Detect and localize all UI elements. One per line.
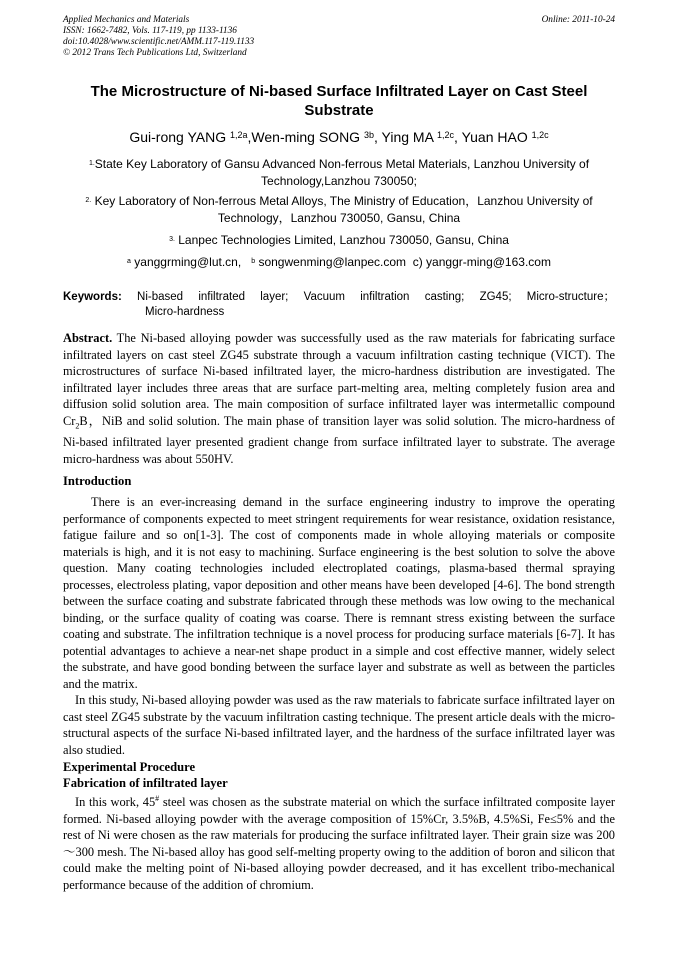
author-name: Ying MA (381, 129, 434, 145)
keyword: layer; (260, 291, 289, 303)
keyword: infiltration (360, 291, 410, 303)
journal-name: Applied Mechanics and Materials (63, 15, 190, 25)
abstract-label: Abstract. (63, 331, 113, 345)
email-a: yanggrming@lut.cn, (134, 255, 242, 269)
keyword: Vacuum (303, 291, 345, 303)
author-name: Wen-ming SONG (251, 129, 361, 145)
introduction-heading: Introduction (63, 474, 132, 488)
author-affiliation-mark: 3b (363, 130, 374, 140)
superscript: # (155, 794, 160, 803)
keyword: ZG45; (479, 291, 512, 303)
issn-line: ISSN: 1662-7482, Vols. 117-119, pp 1133-1136 (63, 26, 237, 36)
experimental-heading: Experimental Procedure (63, 760, 196, 774)
paragraph-text: steel was chosen as the substrate material on which the surface infiltrated composite layer formed. Ni-based alloying powder with the average composition of 15%Cr, 3.5%B, 4.5%Si, Fe≤5% and the rest of Ni were chosen as the raw materials for producing the surface infiltrated layer. Their grain size was 200～300 mesh. The Ni-based alloy has good self-melting property owing to the addition of boron and silicon that could make the melting point of Ni-based alloying powder decreased, and it has excellent tribo-mechanical performance because of the addition of chromium. (63, 795, 615, 892)
email-mark: a (127, 258, 131, 265)
copyright-line: © 2012 Trans Tech Publications Ltd, Switzerland (63, 48, 247, 58)
author-affiliation-mark: 1,2c (531, 130, 549, 140)
abstract (63, 330, 615, 467)
author-list (63, 128, 615, 146)
email-c: c) yanggr-ming@163.com (412, 255, 551, 269)
experimental-body (63, 791, 615, 893)
affiliation-1 (63, 156, 615, 190)
journal-header (63, 15, 615, 59)
author-separator: , (247, 129, 252, 145)
keyword: infiltrated (198, 291, 245, 303)
online-date: Online: 2011-10-24 (541, 15, 615, 25)
keyword: Micro-hardness (145, 306, 225, 318)
keyword: casting; (424, 291, 465, 303)
affiliation-text: Key Laboratory of Non-ferrous Metal Alloys, The Ministry of Education，Lanzhou University of Technology，Lanzhou 730050, Gansu, China (94, 194, 593, 225)
email-b: songwenming@lanpec.com (258, 255, 407, 269)
paragraph (63, 791, 615, 893)
author-affiliation-mark: 1,2c (437, 130, 455, 140)
affiliation-text: Lanpec Technologies Limited, Lanzhou 730050, Gansu, China (178, 233, 509, 247)
introduction-body (63, 494, 615, 758)
author-name: Yuan HAO (461, 129, 528, 145)
fabrication-subheading: Fabrication of infiltrated layer (63, 776, 228, 790)
paragraph: There is an ever-increasing demand in the surface engineering industry to improve the operating performance of components expected to meet stringent requirements for wear resistance, oxidation resistance, fatigue failure and so on[1-3]. The cost of components made in whole alloying materials or composite materials is high, and it is not easy to machining. Surface engineering is the best solution to solve the above question. Many coating technologies included electroplated coatings, plasma-based thermal spraying processes, electroless plating, vapor deposition and other means have been developed [4-6]. The bond strength between the surface coating and substrate fabricated through these methods was low owing to the mechanical binding, or the surface quality of coating was coarse. There is remnant stress existing between the surface coating and substrate. The infiltration technique is a novel process for producing surface materials [6-7]. It has potential advantages to achieve a near-net shape product in a simple and cost effective manner, widely select the substrate, and have good bonding between the surface layer and substrate as well as between the particles and the matrix. (63, 495, 615, 691)
keywords (63, 290, 615, 320)
paragraph-text: In this work, 45 (75, 795, 156, 810)
affiliation-text: State Key Laboratory of Gansu Advanced Non-ferrous Metal Materials, Lanzhou University of Technology,Lanzhou 730050; (94, 157, 590, 188)
subscript: 2 (75, 420, 80, 430)
keyword: Ni-based (137, 291, 184, 303)
paper-title: The Microstructure of Ni-based Surface Infiltrated Layer on Cast Steel Substrate (90, 83, 588, 119)
author-affiliation-mark: 1,2a (229, 130, 248, 140)
keyword: Micro-structure； (526, 291, 615, 303)
email-mark: b (251, 258, 256, 265)
affiliation-mark: 2. (85, 197, 92, 204)
affiliation-3 (63, 232, 615, 249)
affiliation-2 (63, 193, 615, 227)
email-line (63, 254, 615, 271)
paragraph: In this study, Ni-based alloying powder was used as the raw materials to fabricate surface infiltrated layer on cast steel ZG45 substrate by the vacuum infiltration casting technique. The present article deals with the micro-structural aspects of the surface Ni-based infiltrated layer, and the hardness of the surface infiltrated layer was also studied. (63, 693, 616, 757)
author-name: Gui-rong YANG (129, 129, 227, 145)
author-separator: , (373, 129, 382, 145)
abstract-text: B，NiB and solid solution. The main phase of transition layer was solid solution. The micro-hardness of Ni-based infiltrated layer presented gradient change from surface infiltrated layer to substrate. The average micro-hardness was about 550HV. (63, 413, 615, 466)
keywords-label: Keywords: (63, 291, 122, 303)
affiliation-mark: 3. (169, 236, 175, 243)
doi-line: doi:10.4028/www.scientific.net/AMM.117-119.1133 (63, 37, 255, 47)
abstract-text: The Ni-based alloying powder was successfully used as the raw materials for fabricating surface infiltrated layers on cast steel ZG45 substrate through a vacuum infiltration casting technique (VICT). The microstructures of surface Ni-based infiltrated layer, the micro-hardness distribution are investigated. The infiltrated layer includes three areas that are surface part-melting area, melting completely fusion area and diffusion solid solution area. The main composition of surface infiltrated layer was intermetallic compound Cr (63, 331, 615, 428)
affiliation-mark: 1. (88, 160, 95, 167)
author-separator: , (454, 129, 462, 145)
